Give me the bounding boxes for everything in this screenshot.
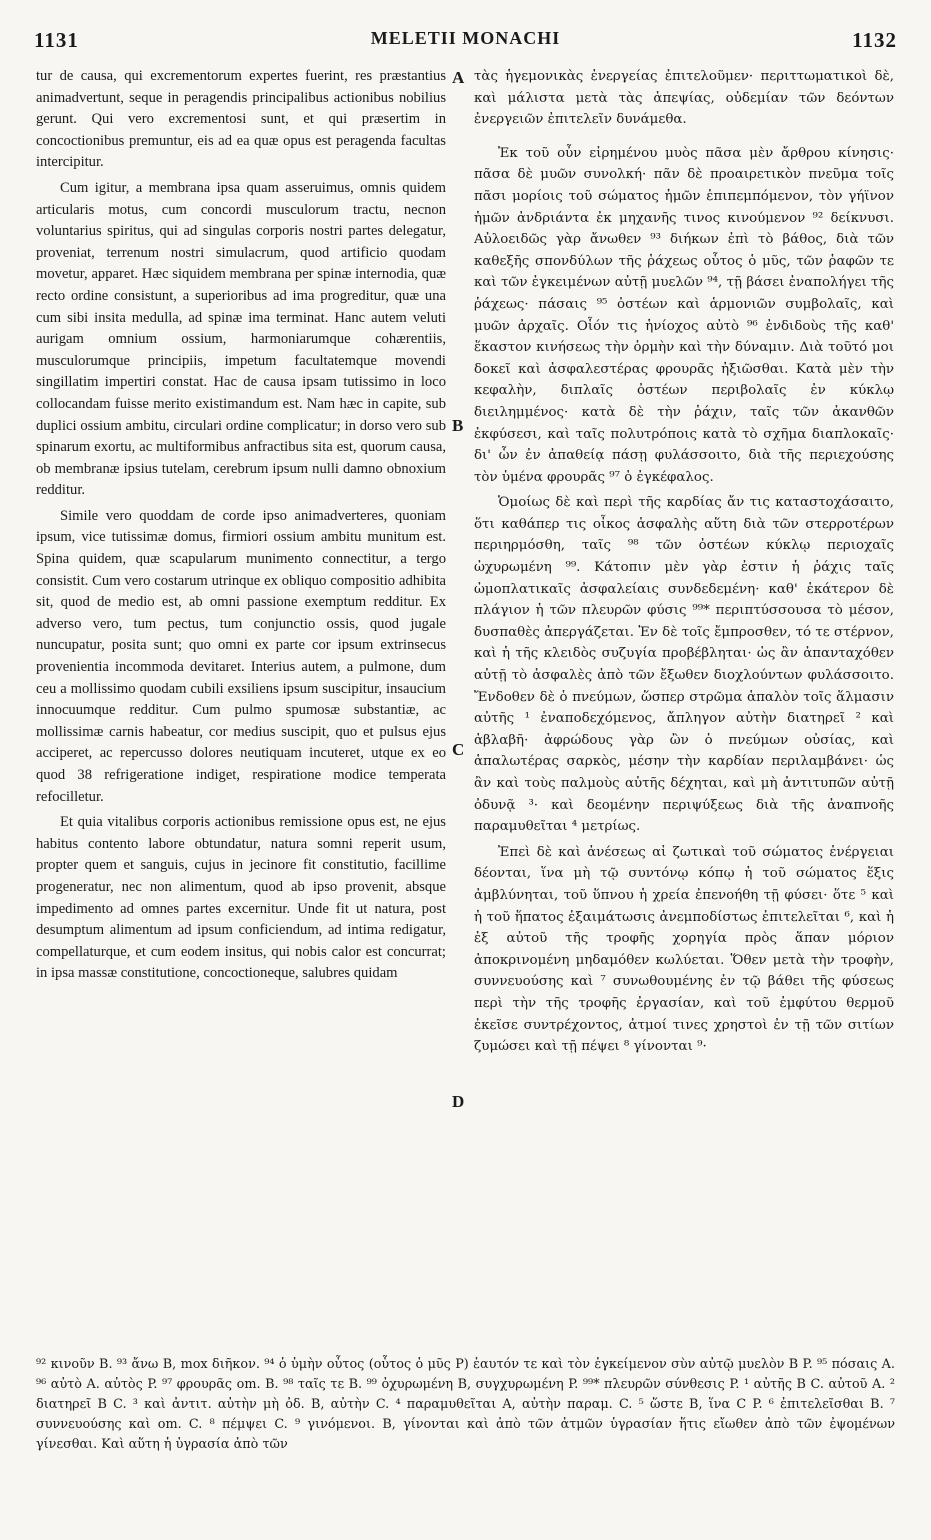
latin-paragraph: Et quia vitalibus corporis actionibus remissione opus est, ne ejus habitus contento labore obtundatur, natura somni reperit usum, propter quem et sanguis, cujus in jecinore fit constitutio, facillime progeneratur, nec non alimentum, quod ab ipso provenit, absque impedimento ad omnes partes excernitur. Unde fit ut natura, post desumptum alimentum ad ipsum conficiendum, ad intima redigatur, compellaturque, et cum eodem insitus, qui nobis calor est concurrat; in ipsa massæ constitutione, concoctioneque, salubres quidam [36,814,446,982]
latin-paragraph: tur de causa, qui excrementorum expertes fuerint, res præstantius animadvertunt, seque in peragendis principalibus actionibus nobilius gerunt. Qui vero excrementosi sunt, et qui præsertim in concoctionibus premuntur, eis ad ea quæ opus est peragenda facultas intercipitur. [36,68,446,171]
latin-column [36,66,446,989]
greek-column [474,66,894,1062]
footnotes [36,1355,895,1455]
margin-letter-b: B [452,416,464,435]
page-header [34,28,897,58]
page-number-right: 1132 [852,28,897,52]
greek-paragraph: τὰς ἡγεμονικὰς ἐνεργείας ἐπιτελοῦμεν· περιττωματικοὶ δὲ, καὶ μάλιστα μετὰ τὰς ἀπεψίας, οὐδεμίαν τῶν δεόντων ἐνεργειῶν ἐπιτελεῖν δυνάμεθα. [474,69,894,128]
page-number-left: 1131 [34,28,79,52]
margin-letter-c: C [452,740,465,759]
greek-paragraph: Ὁμοίως δὲ καὶ περὶ τῆς καρδίας ἄν τις καταστοχάσαιτο, ὅτι καθάπερ τις οἶκος ἀσφαλὴς αὕτη διὰ τῶν στερροτέρων περιηρμόσθη, ταῖς ⁹⁸ τῶν ὀστέων κύκλῳ περιοχαῖς ὠχυρωμένη ⁹⁹. Κάτοπιν μὲν γὰρ ἐστιν ἡ ῥάχις ταῖς ὠμοπλατικαῖς ἀσφαλείαις συνδεδεμένη· καθ' ἑκάτερον δὲ πλάγιον ἡ τῶν πλευρῶν φύσις ⁹⁹* περιπτύσσουσα τὸ μέσον, δυσπαθὲς ἀπεργάζεται. Ἐν δὲ τοῖς ἔμπροσθεν, τό τε στέρνον, καὶ ἡ τῆς κλειδὸς συζυγία προβέβληται· ὡς ἂν ἀπανταχόθεν αὐτῇ τὸ ἀσφαλὲς ἀπὸ τῶν ἔξωθεν διοχλούντων φυλάσσοιτο. Ἔνδοθεν δὲ ὁ πνεύμων, ὥσπερ στρῶμα ἁπαλὸν τοῖς ἅλμασιν αὐτῆς ¹ ἐναποδεχόμενος, ἄπληγον αὐτὴν διατηρεῖ ² καὶ ἀβλαβῆ· ἀφρώδους γὰρ ὢν ὁ πνεύμων οὐσίας, καὶ ἁπαλωτέρας σαρκὸς, μέσην τὴν καρδίαν περιλαμβάνει· ὡς ἂν καὶ τοὺς παλμοὺς αὐτῆς δέχηται, καὶ μὴ ἀντιτυπῶν αὐτῇ ὀδυνᾷ ³· καὶ δεομένην περιψύξεως διὰ τῆς ἀναπνοῆς παραμυθεῖται ⁴ μετρίως. [474,495,894,835]
greek-paragraph: Ἐπεὶ δὲ καὶ ἀνέσεως αἱ ζωτικαὶ τοῦ σώματος ἐνέργειαι δέονται, ἵνα μὴ τῷ συντόνῳ κόπῳ ἡ τοῦ σώματος ἕξις ἀμβλύνηται, τοῦ ὕπνου ἡ χρεία ἐπενοήθη τῇ φύσει· ὅτε ⁵ καὶ ἡ τοῦ ἥπατος ἐξαιμάτωσις ἀνεμποδίστως ἐπιτελεῖται ⁶, καὶ ἡ ἐξ αὐτοῦ τῆς τροφῆς χορηγία πρὸς ἅπαν μόριον ἀποκρινομένη μηδαμόθεν κωλύεται. Ὅθεν μετὰ τὴν τροφὴν, συννευούσης καὶ ⁷ συνωθουμένης ἐν τῷ βάθει τῆς φύσεως περὶ τὴν τῆς τροφῆς ἐργασίαν, καὶ τοῦ ἐμφύτου θερμοῦ ἐκεῖσε συντρέχοντος, ἀτμοί τινες χρηστοὶ ἐν τῇ τῶν σιτίων ζυμώσει καὶ τῇ πέψει ⁸ γίνονται ⁹· [474,844,894,1055]
latin-paragraph: Simile vero quoddam de corde ipso animadverteres, quoniam ipsum, vice tutissimæ domus, firmiori ossium ambitu munitum est. Spina quidem, quæ scapularum munimento connectitur, a tergo consistit. Cum vero costarum utrinque ex obliquo compositio adhibita sit, quod de medio est, ab omni passione exemptum redditur. Ex adverso vero, tum pectus, tum conjunctio ossis, quod jugale nuncupatur, posita sunt; quo omni ex parte cor ipsum extrinsecus provenientia incommoda devitaret. Interius autem, a pulmone, dum ceu a mollissimo quodam cubili exsiliens ipsum suscipitur, insaucium innocuumque redditur. Cum pulmo spumosæ substantiæ, ac mollissimæ carnis habeatur, cor medius suscipit, quo et pulsus ejus acciperet, ac repercusso dolores neutiquam incuteret, utque ex eo quod 38 refrigeratione indiget, respiratione modice temperata refocilletur. [36,507,446,805]
running-title: MELETII MONACHI [370,28,561,48]
greek-paragraph: Ἐκ τοῦ οὖν εἰρημένου μυὸς πᾶσα μὲν ἄρθρου κίνησις· πᾶσα δὲ μυῶν συνολκή· πᾶν δὲ προαιρετικὸν πνεῦμα τοῖς πᾶσι μορίοις τοῦ σώματος ἡμῶν ἐπιπεμπόμενον, τὸν γήϊνον ἡμῶν ἀνδριάντα ἐκ μηχανῆς τινος κινούμενον ⁹² δείκνυσι. Αὐλοειδῶς γὰρ ἄνωθεν ⁹³ διήκων ἐπὶ τὸ βάθος, διὰ τῶν καθεξῆς σπονδύλων τῆς ῥάχεως οὗτος ὁ μῦς, τῶν ῥαφῶν τε καὶ τῶν ἐγκειμένων αὐτῇ μυελῶν ⁹⁴, τῇ βάσει ἐναπολήγει τῆς ῥάχεως· πάσαις ⁹⁵ ὀστέων καὶ ἁρμονιῶν συμβολαῖς, καὶ μυῶν ἀρχαῖς. Οἷόν τις ἡνίοχος αὐτὸ ⁹⁶ ἐνδιδοὺς τῆς καθ' ἕκαστον κινήσεως τὴν ὁρμὴν καὶ τὴν δύναμιν. Διὰ τοῦτό μοι δοκεῖ καὶ ἀσφαλεστέρας φρουρᾶς ἠξιῶσθαι. Κατὰ μὲν τὴν κεφαλὴν, διπλαῖς ὀστέων περιβολαῖς ἐν κύκλῳ διειλημμένος· κατὰ δὲ τὴν ῥάχιν, ταῖς τῶν ἀκανθῶν ἐκφύσεσι, καὶ ταῖς πολυτρόποις κατὰ τὸ σχῆμα διαπλοκαῖς· δι' ὧν ἐν ἀπαθείᾳ πάσῃ φυλάσσοιτο, διὰ τῆς περιεχούσης τὸν ὑμένα φρουρᾶς ⁹⁷ ὁ ἐγκέφαλος. [474,145,894,485]
latin-paragraph: Cum igitur, a membrana ipsa quam asseruimus, omnis quidem articularis motus, cum concordi musculorum tractu, necnon voluntarius spiritus, qui ad singulas corporis nostri partes delegatur, proveniat, terrenum nostri simulacrum, quod artificio quodam movetur, apparet. Hæc siquidem membrana per spinæ internodia, quæ recto ordine consistunt, a superioribus ad ima progreditur, quæ una cum sibi insita medulla, ad spinæ ima terminat. Hanc autem veluti aurigam omnium ossium, harmoniarumque cohærentiis, musculorumque principiis, impetum facultatemque movendi singillatim impertiri constat. Hac de causa ipsam tutissimo in loco collocandam fuisse merito existimandum est. Nam hæc in capite, sub duplici ossium ambitu, circulari ordine complicatur; in dorso vero sub spinarum exortu, ac multiformibus anfractibus sita est, quorum causa, ob membranæ ipsius tutelam, cerebrum ipsum nulli damno obnoxium redditur. [36,179,446,499]
margin-letter-a: A [452,68,465,87]
footnote-block: ⁹² κινοῦν B. ⁹³ ἄνω B, mox διῆκον. ⁹⁴ ὁ ὑμὴν οὗτος (οὗτος ὁ μῦς P) ἑαυτόν τε καὶ τὸν ἐγκείμενον σὺν αὐτῷ μυελὸν B P. ⁹⁵ πόσαις A. ⁹⁶ αὐτὸ A. αὐτὸς P. ⁹⁷ φρουρᾶς om. B. ⁹⁸ ταῖς τε B. ⁹⁹ ὀχυρωμένη B, συγχυρωμένη P. ⁹⁹* πλευρῶν σύνθεσις P. ¹ αὐτῆς B C. αὐτοῦ A. ² διατηρεῖ B C. ³ καὶ ἀντιτ. αὐτὴν μὴ ὀδ. B, αὐτὴν C. ⁴ παραμυθεῖται A, αὐτὴν παραμ. C. ⁵ ὥστε B, ἵνα C P. ⁶ ἐπιτελεῖσθαι B. ⁷ συννευούσης καὶ om. C. ⁸ πέμψει C. ⁹ γινόμενοι. B, γίνονται καὶ ἀπὸ τῶν ἀτμῶν ὑγρασίαν ἥτις εἴωθεν ἀπὸ τῶν ἐψομένων γίνεσθαι. Καὶ αὕτη ἡ ὑγρασία ἀπὸ τῶν [36,1357,895,1452]
margin-letter-d: D [452,1092,465,1111]
